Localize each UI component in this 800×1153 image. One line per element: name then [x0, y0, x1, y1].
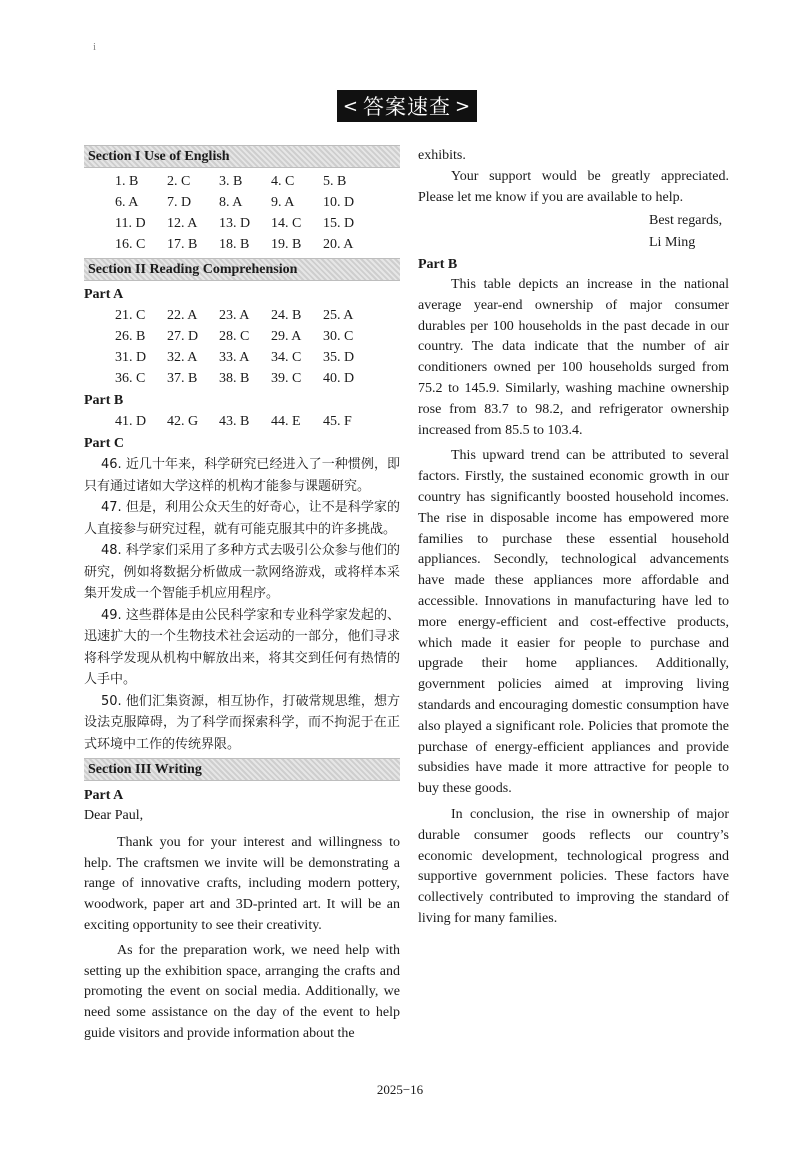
letter-salutation: Dear Paul, — [84, 808, 144, 823]
answer-item: 34. C — [271, 350, 302, 365]
letter-continuation: exhibits. — [418, 148, 466, 163]
translation-paragraph: 50. 他们汇集资源，相互协作，打破常规思维，想方设法克服障碍，为了科学而探索科学，而不拘泥于在正式环境中工作的传统界限。 — [84, 693, 400, 752]
answer-key-title — [337, 90, 477, 122]
answer-item: 23. A — [219, 308, 250, 323]
answer-item: 15. D — [323, 216, 355, 231]
essay-paragraph: This upward trend can be attributed to several factors. Firstly, the sustained economic growth in our country has significantly boosted household incomes. The rise in disposable income has empowered more families to purchase these essential household appliances. Secondly, technological advancements have made these appliances more affordable and accessible. Innovations in manufacturing have led to more energy-efficient and cost-effective products, which made it easier for people to purchase and upgrade their home appliances. Additionally, government policies aimed at improving living standards and encouraging domestic consumption have also played a significant role. Policies that promote the purchase of energy-efficient appliances and provide subsidies have made it more attractive for people to buy these goods. — [418, 448, 729, 797]
answer-item: 32. A — [167, 350, 198, 365]
answer-item: 45. F — [323, 414, 352, 429]
part-b-label: Part B — [84, 393, 124, 408]
answer-item: 38. B — [219, 371, 250, 386]
left-chevron-icon: < — [342, 95, 359, 117]
answer-item: 42. G — [167, 414, 199, 429]
answer-item: 31. D — [115, 350, 147, 365]
answer-item: 18. B — [219, 237, 250, 252]
answer-item: 4. C — [271, 174, 295, 189]
corner-mark: i — [93, 41, 97, 53]
answer-item: 24. B — [271, 308, 302, 323]
letter-paragraph: As for the preparation work, we need help with setting up the exhibition space, arranging the crafts and promoting the event on social media. Additionally, we need some assistance on the day of the event to help guide visitors and provide information about the — [84, 942, 400, 1041]
essay-paragraph: This table depicts an increase in the national average year-end ownership of major consumer durables per 100 households in the past decade in our country. The data indicate that the number of air conditioners owned per 100 households surged from 75.2 to 145.9. Similarly, washing machine ownership rose from 83.7 to 98.2, and refrigerator ownership increased from 85.5 to 103.4. — [418, 276, 729, 438]
letter-paragraph: Thank you for your interest and willingness to help. The craftsmen we invite will be demonstrating a range of innovative crafts, including modern pottery, woodwork, paper art and 3D-printed art. It will be an exciting opportunity to see their creativity. — [84, 834, 400, 933]
answer-item: 21. C — [115, 308, 146, 323]
letter-closing-paragraph: Your support would be greatly appreciated. Please let me know if you are available to help. — [418, 168, 729, 205]
section-3-header: Section III Writing — [84, 758, 400, 781]
answer-item: 19. B — [271, 237, 302, 252]
answer-item: 2. C — [167, 174, 191, 189]
answer-item: 26. B — [115, 329, 146, 344]
answer-item: 20. A — [323, 237, 354, 252]
left-column — [84, 145, 400, 1045]
answer-item: 40. D — [323, 371, 355, 386]
part-a-answers — [84, 305, 400, 389]
answer-item: 16. C — [115, 237, 146, 252]
answer-item: 33. A — [219, 350, 250, 365]
answer-item: 35. D — [323, 350, 355, 365]
answer-item: 12. A — [167, 216, 198, 231]
answer-item: 9. A — [271, 195, 295, 210]
page-number: 2025−16 — [376, 1082, 424, 1097]
answer-item: 43. B — [219, 414, 250, 429]
section-1-answers — [84, 171, 400, 255]
answer-item: 41. D — [115, 414, 147, 429]
answer-item: 39. C — [271, 371, 302, 386]
right-chevron-icon: > — [455, 95, 472, 117]
answer-item: 22. A — [167, 308, 198, 323]
answer-item: 44. E — [271, 414, 301, 429]
answer-item: 36. C — [115, 371, 146, 386]
translation-paragraph: 47. 但是，利用公众天生的好奇心，让不是科学家的人直接参与研究过程，就有可能克服其中的许多挑战。 — [84, 500, 400, 537]
answer-item: 14. C — [271, 216, 302, 231]
answer-item: 25. A — [323, 308, 354, 323]
answer-item: 1. B — [115, 174, 139, 189]
writing-part-a-label: Part A — [84, 788, 124, 803]
answer-item: 29. A — [271, 329, 302, 344]
answer-item: 13. D — [219, 216, 251, 231]
section-2-header: Section II Reading Comprehension — [84, 258, 400, 281]
right-column — [418, 146, 729, 930]
signature-name: Li Ming — [649, 235, 696, 251]
translation-paragraph: 49. 这些群体是由公民科学家和专业科学家发起的、迅速扩大的一个生物技术社会运动的一部分，他们寻求将科学发现从机构中解放出来，将其交到任何有热情的人手中。 — [84, 607, 400, 687]
answer-item: 37. B — [167, 371, 198, 386]
answer-item: 6. A — [115, 195, 139, 210]
section-1-header: Section I Use of English — [84, 145, 400, 168]
answer-item: 7. D — [167, 195, 192, 210]
part-b-answers — [84, 411, 400, 432]
answer-item: 8. A — [219, 195, 243, 210]
answer-item: 17. B — [167, 237, 198, 252]
answer-item: 11. D — [115, 216, 146, 231]
part-c-label: Part C — [84, 436, 125, 451]
answer-item: 28. C — [219, 329, 250, 344]
title-text: 答案速查 — [363, 95, 451, 119]
answer-item: 3. B — [219, 174, 243, 189]
translation-paragraph: 46. 近几十年来，科学研究已经进入了一种惯例，即只有通过诸如大学这样的机构才能参与课题研究。 — [84, 457, 400, 494]
part-c-translations — [84, 454, 400, 755]
essay-paragraph: In conclusion, the rise in ownership of major durable consumer goods reflects our country’s economic development, technological progress and supportive government policies. These factors have collectively contributed to improving the standard of living for many families. — [418, 806, 729, 926]
answer-item: 30. C — [323, 329, 354, 344]
sign-off-text: Best regards, — [649, 213, 723, 229]
writing-part-b-label: Part B — [418, 256, 458, 272]
answer-item: 5. B — [323, 174, 347, 189]
part-a-label: Part A — [84, 287, 124, 302]
answer-item: 27. D — [167, 329, 199, 344]
letter-signoff — [418, 211, 729, 254]
answer-item: 10. D — [323, 195, 355, 210]
translation-paragraph: 48. 科学家们采用了多种方式去吸引公众参与他们的研究，例如将数据分析做成一款网络游戏，或将样本采集开发成一个智能手机应用程序。 — [84, 543, 400, 601]
